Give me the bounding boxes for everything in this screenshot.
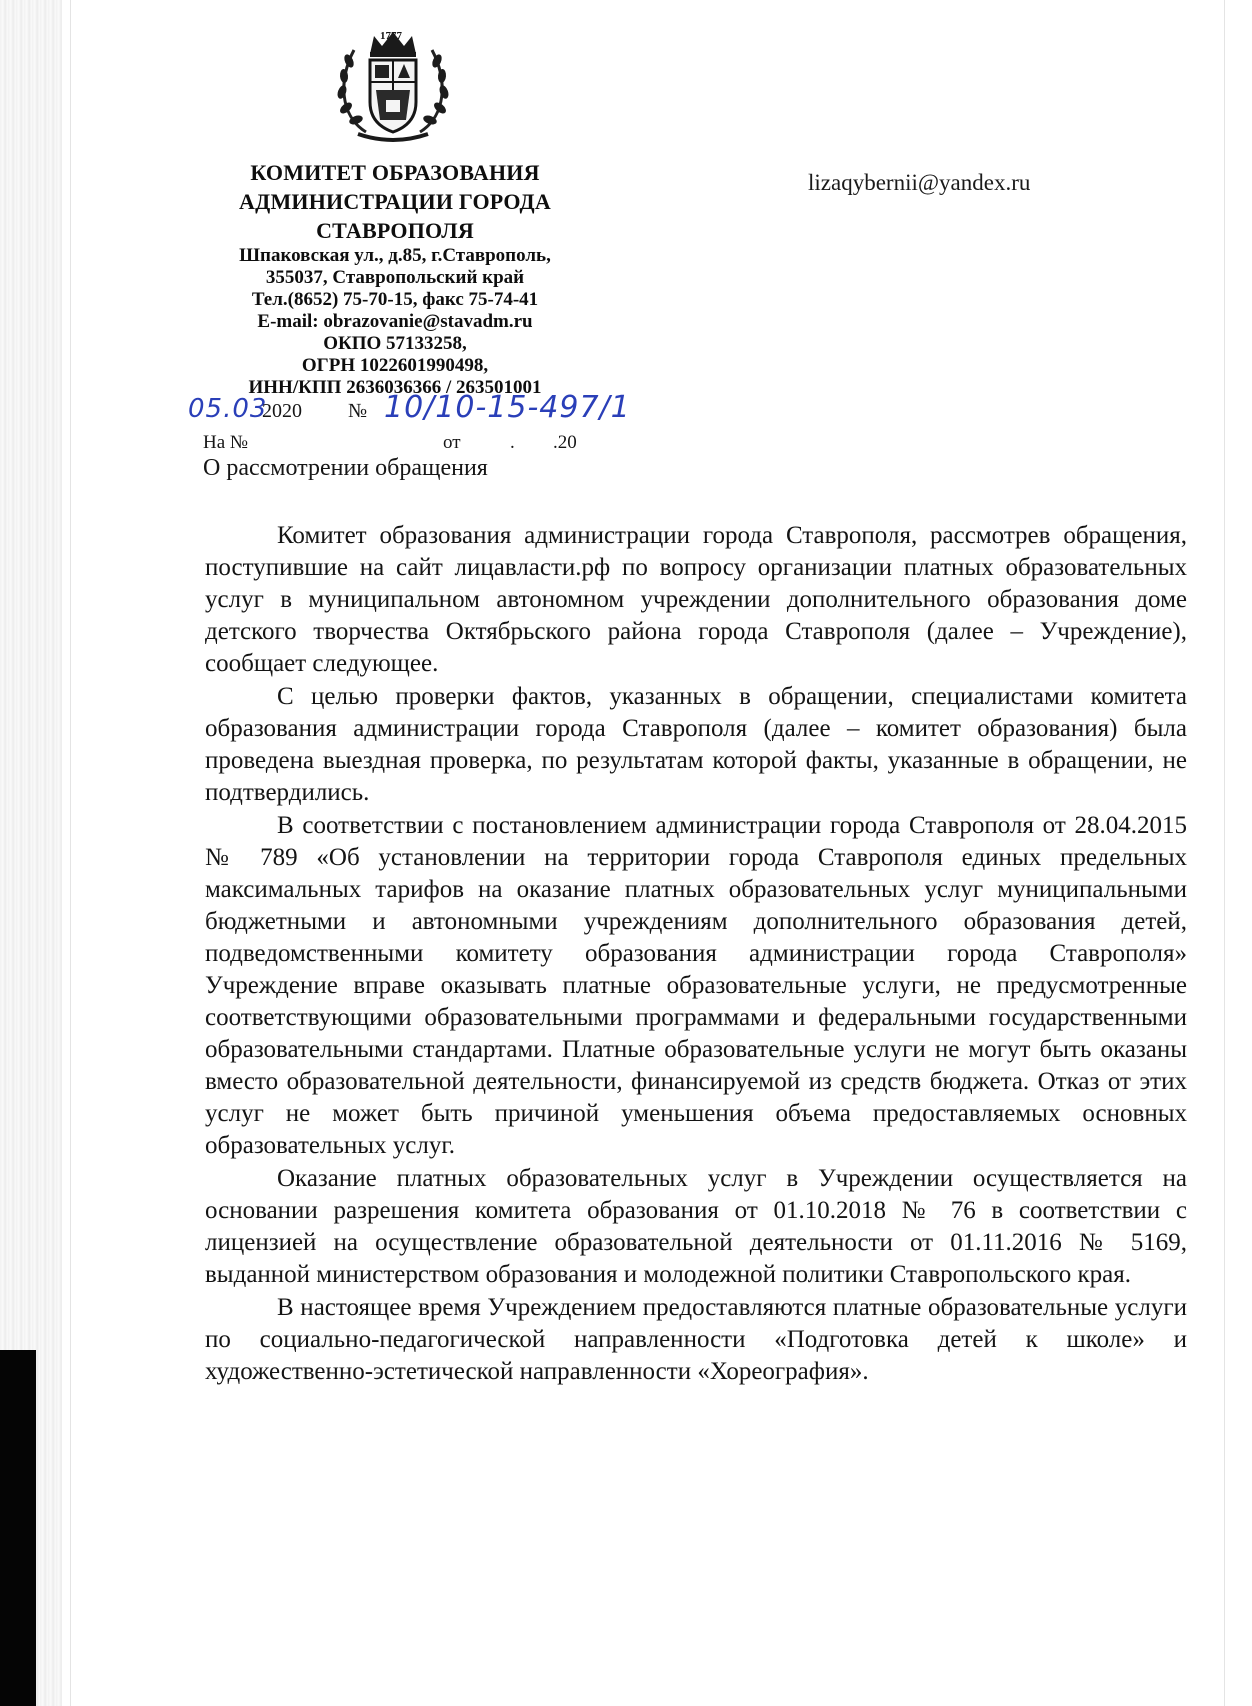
scan-line [70, 0, 71, 1706]
scan-line [1224, 0, 1225, 1706]
emblem-year: 1777 [380, 30, 402, 42]
number-label: № [348, 400, 368, 422]
org-phone-line: Тел.(8652) 75-70-15, факс 75-74-41 [251, 289, 539, 310]
letter-body [205, 520, 1187, 1389]
org-name-line: КОМИТЕТ ОБРАЗОВАНИЯ [250, 160, 540, 185]
org-address-line: Шпаковская ул., д.85, г.Ставрополь, [239, 245, 551, 266]
body-paragraph: Комитет образования администрации города Ставрополя, рассмотрев обращения, поступившие на сайт лицавласти.рф по вопросу организации платных образовательных услуг в муниципальном автономном учреждении дополнительного образования доме детского творчества Октябрьского района города Ставрополя (далее – Учреждение), сообщает следующее. [205, 522, 1187, 677]
reference-year: .20 [553, 432, 577, 453]
body-paragraph: В настоящее время Учреждением предоставляются платные образовательные услуги по социально-педагогической направленности «Подготовка детей к школе» и художественно-эстетической направленности «Хореография». [205, 1294, 1187, 1385]
reference-dot: . [510, 432, 515, 453]
letter-subject: О рассмотрении обращения [203, 455, 488, 481]
org-name-line: АДМИНИСТРАЦИИ ГОРОДА [239, 189, 551, 214]
org-inn-kpp-line: ИНН/КПП 2636036366 / 263501001 [248, 377, 542, 398]
body-paragraph: С целью проверки фактов, указанных в обращении, специалистами комитета образования администрации города Ставрополя (далее – комитет образования) была проведена выездная проверка, по результатам которой факты, указанные в обращении, не подтвердились. [205, 683, 1187, 806]
reference-number-label: На № [203, 432, 249, 453]
org-name-line: СТАВРОПОЛЯ [316, 218, 474, 243]
org-email-line: E-mail: obrazovanie@stavadm.ru [257, 311, 533, 332]
recipient-email: lizaqybernii@yandex.ru [808, 170, 1031, 195]
reference-from-label: от [443, 432, 461, 453]
org-okpo-line: ОКПО 57133258, [323, 333, 467, 354]
body-paragraph: Оказание платных образовательных услуг в Учреждении осуществляется на основании разрешения комитета образования от 01.10.2018 № 76 в соответствии с лицензией на осуществление образовательной деятельности от 01.11.2016 № 5169, выданной министерством образования и молодежной политики Ставропольского края. [205, 1165, 1187, 1288]
scan-black-bar [0, 1350, 36, 1706]
org-ogrn-line: ОГРН 1022601990498, [301, 355, 489, 376]
registration-year: 2020 [262, 400, 302, 422]
letterhead [175, 158, 615, 399]
org-address-line: 355037, Ставропольский край [265, 267, 525, 288]
body-paragraph: В соответствии с постановлением администрации города Ставрополя от 28.04.2015 № 789 «Об установлении на территории города Ставрополя единых предельных максимальных тарифов на оказание платных образовательных услуг муниципальными бюджетными и автономными учреждениям дополнительного образования детей, подведомственными комитету образования администрации города Ставрополя» Учреждение вправе оказывать платные образовательные услуги, не предусмотренные соответствующими образовательными программами и федеральными государственными образовательными стандартами. Платные образовательные услуги не могут быть оказаны вместо образовательной деятельности, финансируемой из средств бюджета. Отказ от этих услуг не может быть причиной уменьшения объема предоставляемых основных образовательных услуг. [205, 812, 1187, 1159]
handwritten-date: 05.03 [188, 394, 268, 424]
reference-line [203, 432, 603, 456]
handwritten-number: 10/10-15-497/1 [384, 390, 631, 425]
